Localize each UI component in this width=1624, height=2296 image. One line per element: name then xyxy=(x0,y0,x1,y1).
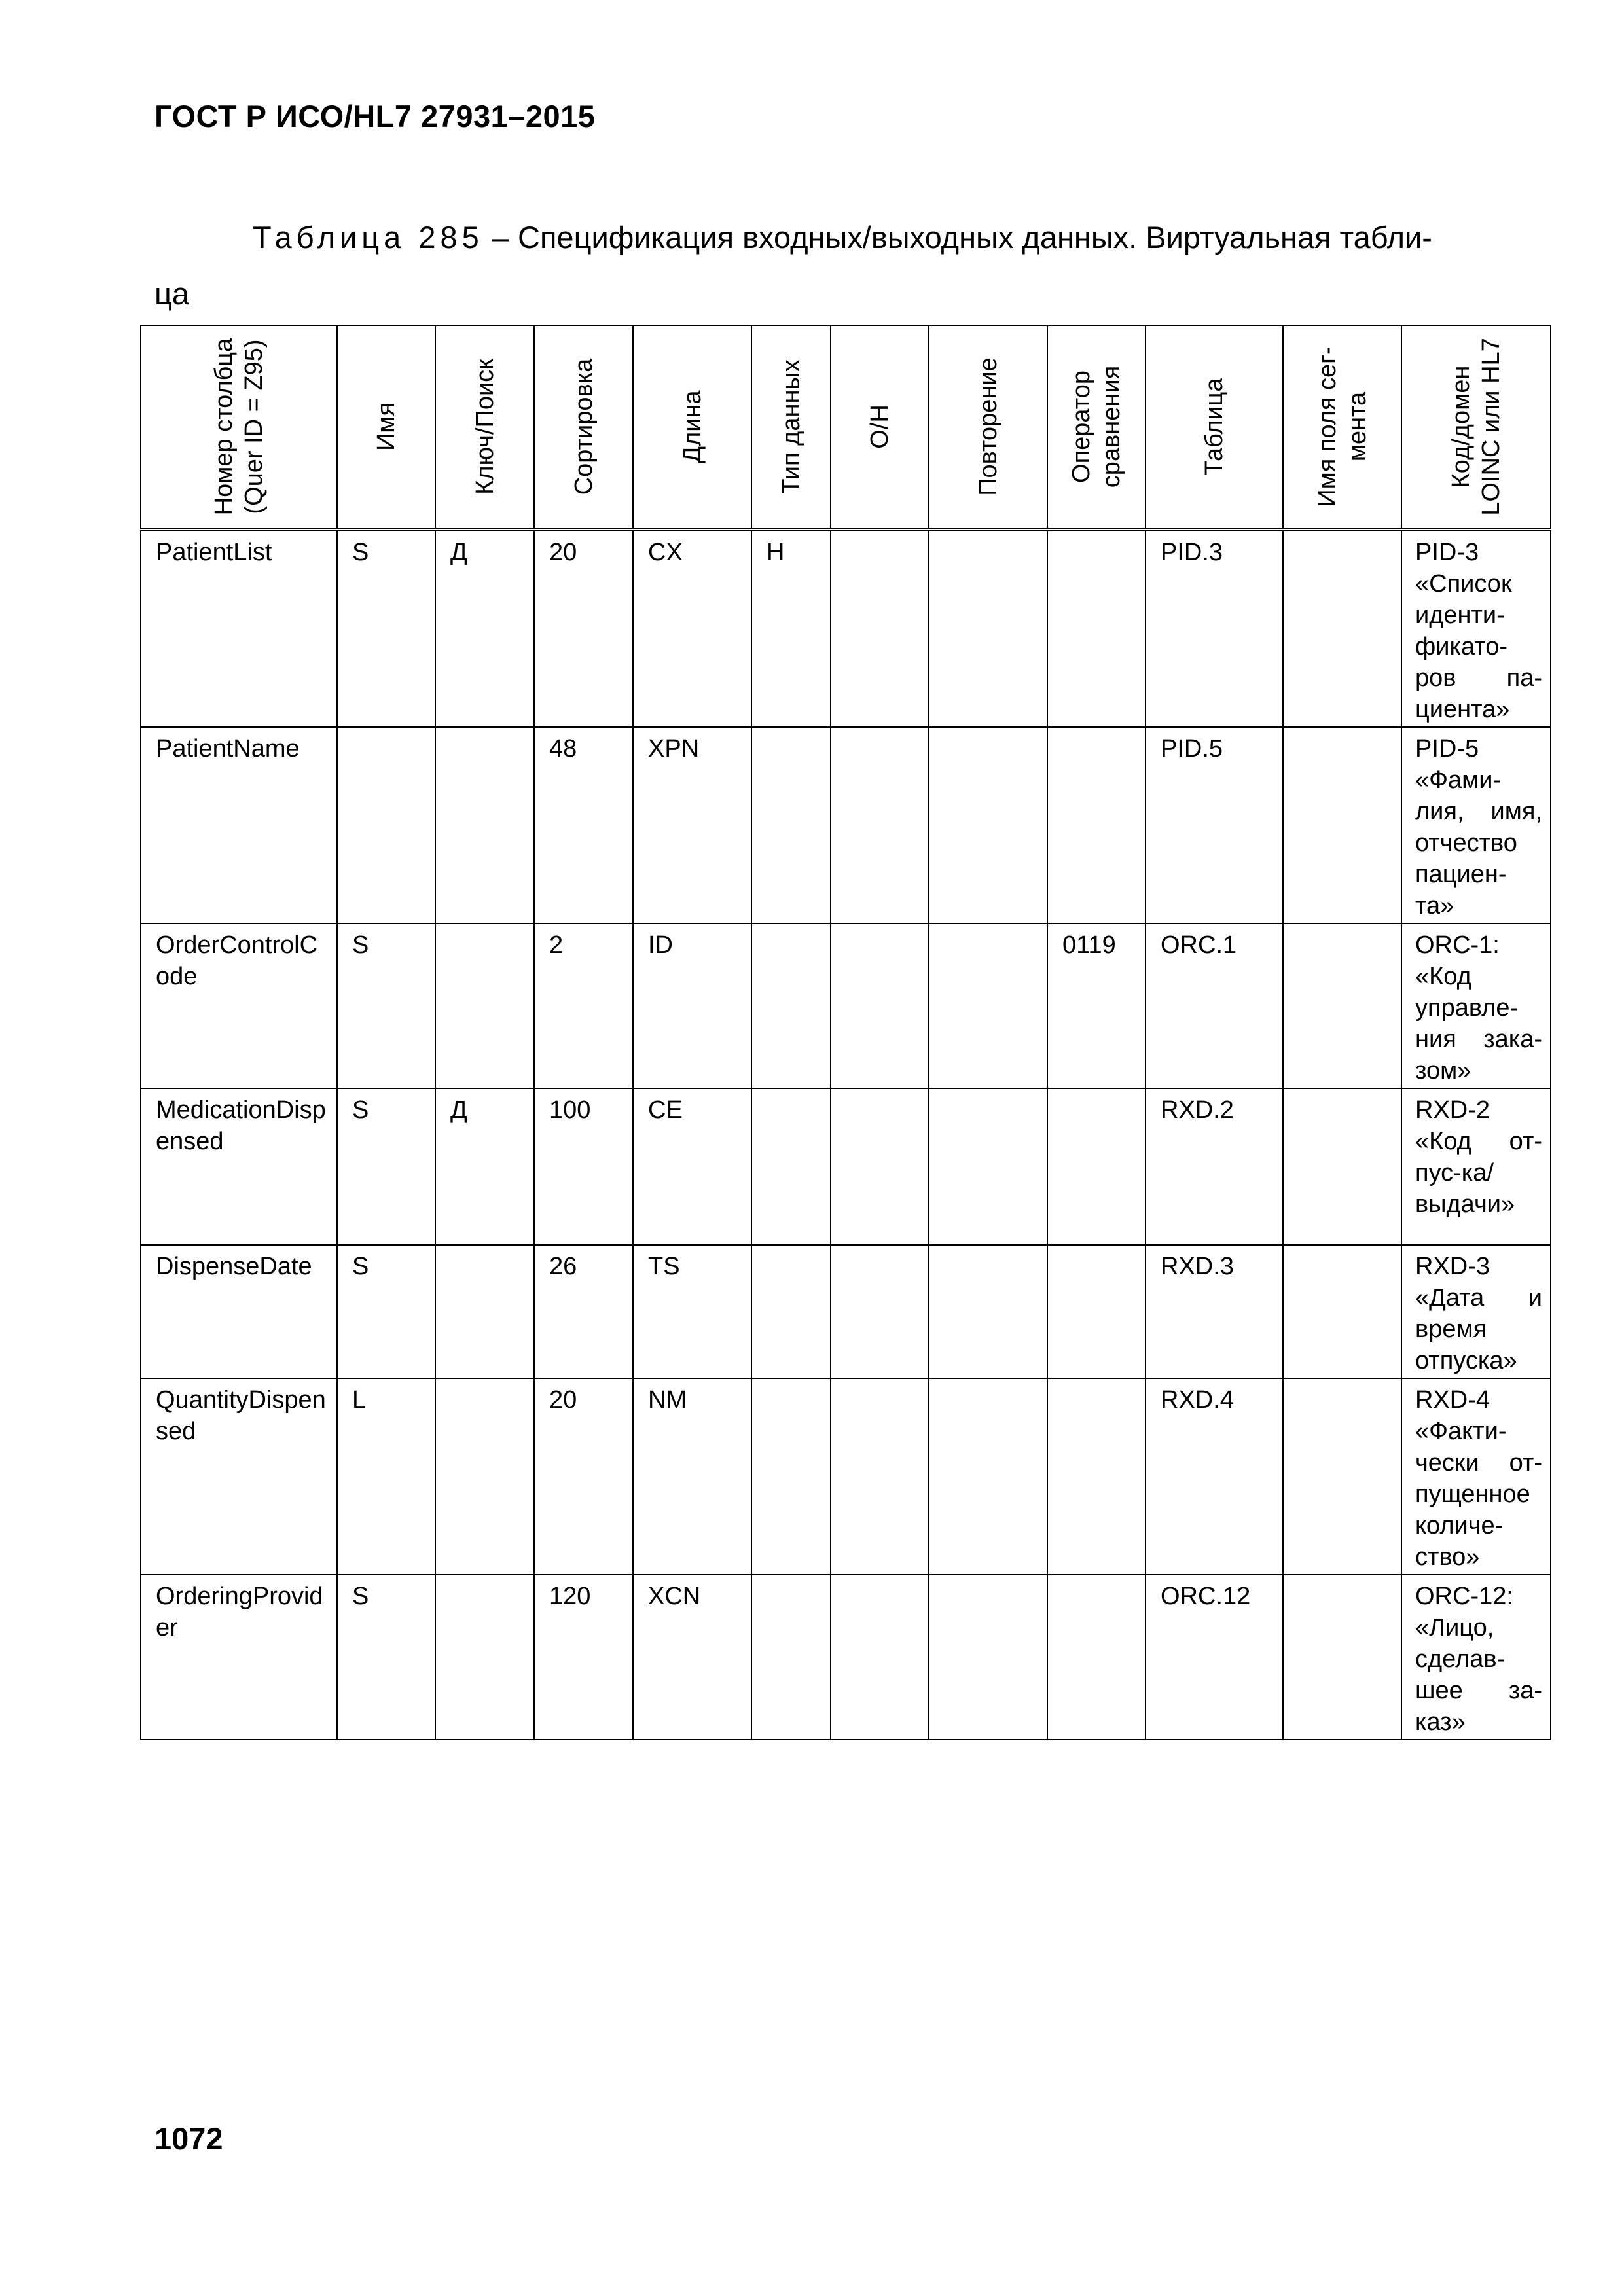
table-cell xyxy=(831,1088,929,1245)
column-header-line: Ключ/Поиск xyxy=(471,359,499,495)
table-row xyxy=(141,1245,1551,1378)
column-header-label xyxy=(569,359,599,495)
table-cell xyxy=(751,727,831,924)
table-cell: PatientList xyxy=(141,529,337,727)
table-cell: Д xyxy=(435,529,534,727)
table-cell: QuantityDispensed xyxy=(141,1378,337,1575)
table-caption-label: Таблица 285 xyxy=(253,220,484,255)
table-cell: 100 xyxy=(534,1088,633,1245)
table-cell: L xyxy=(337,1378,435,1575)
table-cell: 2 xyxy=(534,924,633,1088)
table-cell xyxy=(929,727,1047,924)
table-cell xyxy=(435,924,534,1088)
table-row xyxy=(141,1378,1551,1575)
table-cell xyxy=(751,1088,831,1245)
table-cell xyxy=(831,924,929,1088)
table-cell xyxy=(751,1378,831,1575)
table-cell: CE xyxy=(633,1088,751,1245)
column-header-label xyxy=(1199,378,1229,476)
table-cell: S xyxy=(337,924,435,1088)
table-cell xyxy=(1283,1378,1401,1575)
table-cell xyxy=(1283,727,1401,924)
table-cell: ORC.1 xyxy=(1146,924,1283,1088)
column-header xyxy=(435,325,534,529)
column-header-line: LOINC или HL7 xyxy=(1477,338,1505,516)
page-number: 1072 xyxy=(154,2121,223,2156)
table-cell: ORC.12 xyxy=(1146,1575,1283,1740)
table-cell: S xyxy=(337,1575,435,1740)
column-header xyxy=(534,325,633,529)
column-header-line: Сортировка xyxy=(569,358,598,495)
column-header-label xyxy=(470,359,500,495)
table-cell: RXD-4 «Факти-чески от-пущенное количе-ство» xyxy=(1401,1378,1551,1575)
table-cell xyxy=(1283,1245,1401,1378)
table-cell xyxy=(929,924,1047,1088)
table-row xyxy=(141,1088,1551,1245)
table-cell: RXD.3 xyxy=(1146,1245,1283,1378)
table-cell xyxy=(751,924,831,1088)
column-header-line: О/Н xyxy=(866,404,893,449)
table-cell: OrderControlCode xyxy=(141,924,337,1088)
table-cell: RXD.2 xyxy=(1146,1088,1283,1245)
column-header xyxy=(337,325,435,529)
specification-table xyxy=(140,325,1551,1740)
table-cell: 48 xyxy=(534,727,633,924)
table-cell xyxy=(831,1245,929,1378)
table-cell: PID.3 xyxy=(1146,529,1283,727)
table-cell xyxy=(831,727,929,924)
table-cell: S xyxy=(337,529,435,727)
table-cell xyxy=(1047,1088,1146,1245)
table-cell xyxy=(1283,924,1401,1088)
table-cell: XPN xyxy=(633,727,751,924)
column-header-label xyxy=(677,390,708,463)
table-cell xyxy=(1047,1378,1146,1575)
column-header-label xyxy=(1446,338,1506,516)
table-caption-text: Спецификация входных/выходных данных. Виртуальная табли- xyxy=(518,220,1432,255)
table-cell: S xyxy=(337,1245,435,1378)
table-cell: RXD-3 «Дата и время отпуска» xyxy=(1401,1245,1551,1378)
table-cell xyxy=(751,1575,831,1740)
table-row xyxy=(141,924,1551,1088)
column-header xyxy=(831,325,929,529)
column-header xyxy=(141,325,337,529)
table-cell xyxy=(831,1378,929,1575)
table-cell xyxy=(831,1575,929,1740)
table-row xyxy=(141,1575,1551,1740)
column-header-line: Повторение xyxy=(974,357,1002,496)
column-header-line: Номер столбца xyxy=(210,338,238,516)
table-cell xyxy=(435,1245,534,1378)
table-cell xyxy=(1283,529,1401,727)
table-cell: ORC-1: «Код управле-ния зака-зом» xyxy=(1401,924,1551,1088)
column-header xyxy=(633,325,751,529)
table-cell: PatientName xyxy=(141,727,337,924)
column-header-label xyxy=(209,338,269,516)
table-cell: PID-3 «Список иденти-фикато-ров па-циента» xyxy=(1401,529,1551,727)
table-row xyxy=(141,529,1551,727)
table-cell xyxy=(1283,1575,1401,1740)
column-header xyxy=(1283,325,1401,529)
table-cell: ORC-12: «Лицо, сделав-шее за-каз» xyxy=(1401,1575,1551,1740)
table-cell: MedicationDispensed xyxy=(141,1088,337,1245)
table-cell: ID xyxy=(633,924,751,1088)
column-header xyxy=(1146,325,1283,529)
table-cell xyxy=(929,1088,1047,1245)
table-cell: NM xyxy=(633,1378,751,1575)
table-cell xyxy=(435,1378,534,1575)
table-cell xyxy=(929,1378,1047,1575)
table-cell xyxy=(1047,727,1146,924)
table-cell: 20 xyxy=(534,529,633,727)
table-cell: 0119 xyxy=(1047,924,1146,1088)
column-header-line: Таблица xyxy=(1200,378,1228,476)
table-cell xyxy=(929,529,1047,727)
table-cell xyxy=(831,529,929,727)
table-cell: Д xyxy=(435,1088,534,1245)
table-cell xyxy=(435,1575,534,1740)
column-header xyxy=(1401,325,1551,529)
column-header-label xyxy=(371,403,401,451)
column-header-line: Имя поля сег- xyxy=(1313,346,1341,507)
table-cell: PID.5 xyxy=(1146,727,1283,924)
table-cell: 20 xyxy=(534,1378,633,1575)
table-caption-continuation: ца xyxy=(154,276,190,311)
column-header-label xyxy=(776,359,806,494)
table-row xyxy=(141,727,1551,924)
table-header-row xyxy=(141,325,1551,529)
table-cell: H xyxy=(751,529,831,727)
column-header-line: Оператор xyxy=(1068,370,1095,483)
table-cell: 120 xyxy=(534,1575,633,1740)
column-header-line: Имя xyxy=(372,402,400,452)
table-cell xyxy=(1047,1575,1146,1740)
table-cell: XCN xyxy=(633,1575,751,1740)
column-header-label xyxy=(865,404,895,449)
table-cell: RXD.4 xyxy=(1146,1378,1283,1575)
table-caption-dash: – xyxy=(483,220,518,255)
table-cell: DispenseDate xyxy=(141,1245,337,1378)
column-header-line: Тип данных xyxy=(777,359,805,494)
table-cell xyxy=(1283,1088,1401,1245)
table-cell: 26 xyxy=(534,1245,633,1378)
table-body xyxy=(141,529,1551,1740)
column-header xyxy=(1047,325,1146,529)
table-cell xyxy=(929,1575,1047,1740)
table-cell xyxy=(435,727,534,924)
column-header xyxy=(751,325,831,529)
column-header-line: мента xyxy=(1343,391,1371,462)
table-cell: CX xyxy=(633,529,751,727)
table-cell xyxy=(1047,529,1146,727)
table-cell xyxy=(929,1245,1047,1378)
table-cell: TS xyxy=(633,1245,751,1378)
table-cell: OrderingProvider xyxy=(141,1575,337,1740)
column-header-line: Длина xyxy=(678,390,706,463)
column-header-label xyxy=(1312,346,1373,507)
document-header: ГОСТ Р ИСО/HL7 27931–2015 xyxy=(154,99,596,134)
table-cell: S xyxy=(337,1088,435,1245)
column-header xyxy=(929,325,1047,529)
table-cell xyxy=(751,1245,831,1378)
table-cell xyxy=(337,727,435,924)
column-header-label xyxy=(973,357,1003,496)
column-header-line: Код/домен xyxy=(1447,365,1475,488)
column-header-line: сравнения xyxy=(1098,365,1125,488)
column-header-label xyxy=(1066,366,1127,488)
table-caption xyxy=(154,209,1549,322)
table-cell: RXD-2 «Код от-пус-ка/выдачи» xyxy=(1401,1088,1551,1245)
table-cell xyxy=(1047,1245,1146,1378)
table-cell: PID-5 «Фами-лия, имя, отчество пациен-та» xyxy=(1401,727,1551,924)
column-header-line: (Quer ID = Z95) xyxy=(240,339,268,514)
